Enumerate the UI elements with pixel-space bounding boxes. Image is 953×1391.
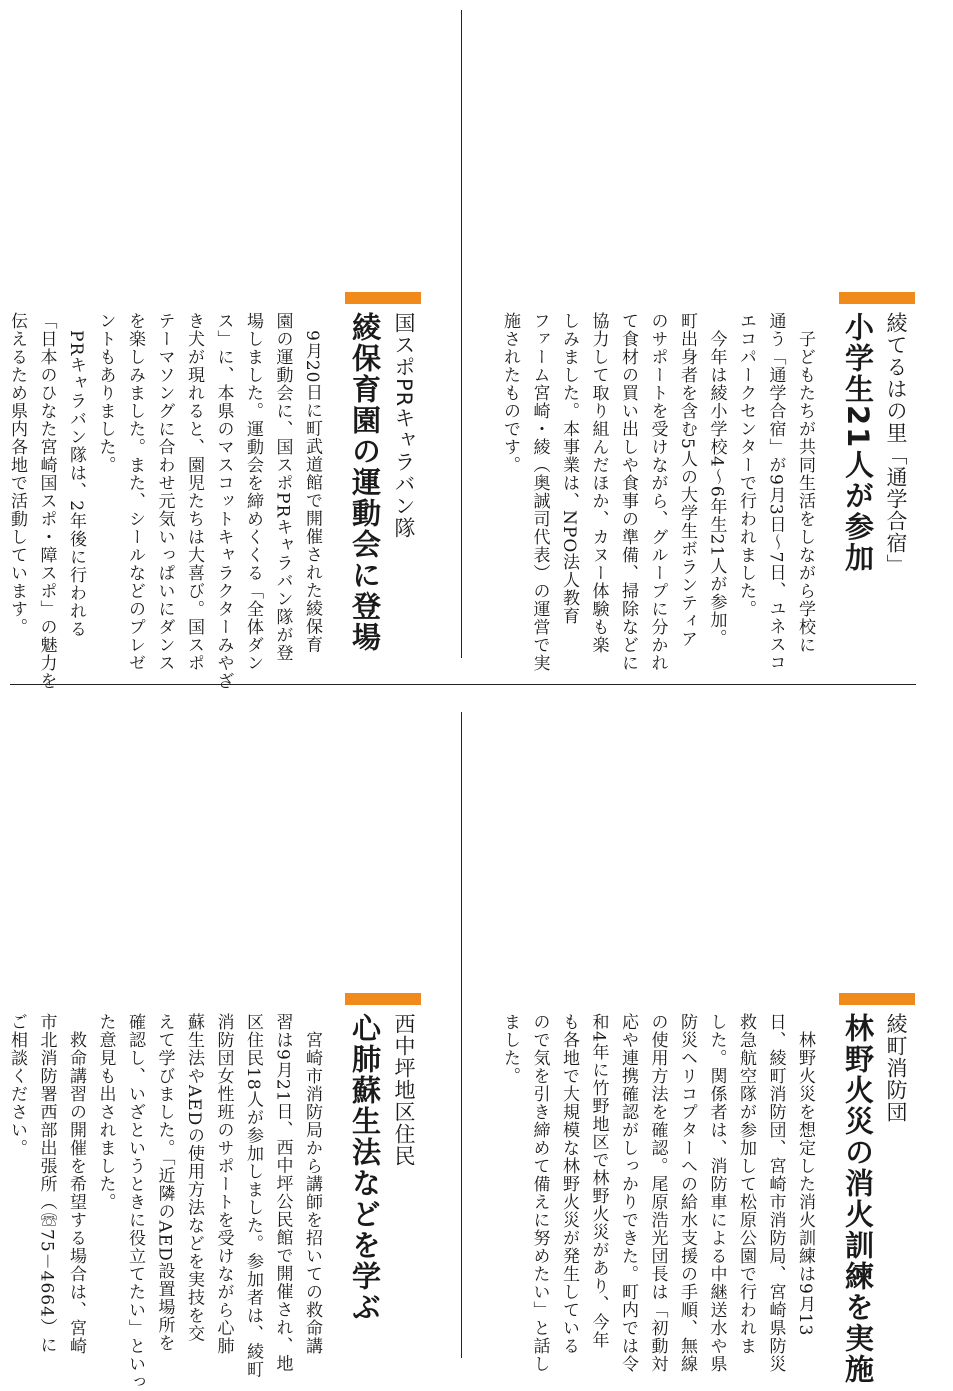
body-line: ファーム宮崎・綾（奥誠司代表）の運営で実: [529, 312, 550, 672]
body-line: 子どもたちが共同生活をしながら学校に: [795, 312, 815, 654]
body-line: 習は9月21日、西中坪公民館で開催され、地: [272, 1013, 293, 1373]
body-line: 区住民18人が参加しました。参加者は、綾町: [243, 1013, 263, 1379]
body-line: 応や連携確認がしっかりできた。町内では令: [618, 1013, 638, 1373]
body-line: ご相談ください。: [7, 1013, 27, 1157]
body-line: た意見も出されました。: [95, 1013, 116, 1211]
accent-bar: [839, 993, 915, 1005]
body-line: 蘇生法やAEDの使用方法などを実技を交: [184, 1013, 204, 1343]
article-headline: 林野火災の消火訓練を実施: [841, 1013, 875, 1385]
body-line: 場しました。運動会を締めくくる「全体ダン: [243, 312, 263, 672]
accent-bar: [345, 292, 421, 304]
body-line: テーマソングに合わせ元気いっぱいにダンス: [154, 312, 175, 672]
body-line: 「日本のひなた宮崎国スポ・障スポ」の魅力を: [36, 312, 57, 690]
article-subtitle: 国スポPRキャラバン隊: [392, 312, 416, 540]
body-line: 消防団女性班のサポートを受けながら心肺: [213, 1013, 234, 1355]
body-line: 今年は綾小学校4～6年生21人が参加。: [706, 312, 727, 648]
article-subtitle: 綾町消防団: [884, 1013, 908, 1123]
article-subtitle: 西中坪地区住民: [392, 1013, 416, 1167]
article-headline: 綾保育園の運動会に登場: [348, 312, 382, 653]
body-line: えて学びました。「近隣のAED設置場所を: [154, 1013, 175, 1352]
body-line: て食材の買い出しや食事の準備、掃除などに: [618, 312, 638, 672]
body-line: 町出身者を含む5人の大学生ボランティア: [677, 312, 697, 648]
column-divider-bottom: [461, 712, 462, 1358]
article-body: [501, 1013, 819, 1373]
body-line: PRキャラバン隊は、2年後に行われる: [66, 312, 86, 639]
body-line: ントもありました。: [95, 312, 116, 474]
body-line: も各地で大規模な林野火災が発生している: [559, 1013, 579, 1355]
body-line: 協力して取り組んだほか、カヌー体験も楽: [588, 312, 609, 654]
body-line: 9月20日に町武道館で開催された綾保育: [302, 312, 322, 654]
body-line: 和4年に竹野地区で林野火災があり、今年: [588, 1013, 609, 1349]
body-line: 林野火災を想定した消火訓練は9月13: [795, 1013, 815, 1337]
article-subtitle: 綾てるはの里「通学合宿」: [884, 312, 908, 576]
accent-bar: [345, 993, 421, 1005]
body-line: 救命講習の開催を希望する場合は、宮崎: [66, 1013, 86, 1355]
body-line: エコパークセンターで行われました。: [736, 312, 756, 618]
body-line: き犬が現れると、園児たちは大喜び。国スポ: [184, 312, 204, 672]
body-line: ス」に、本県のマスコットキャラクターみやざ: [213, 312, 234, 690]
body-line: 伝えるため県内各地で活動しています。: [7, 312, 27, 636]
body-line: 救急航空隊が参加して松原公園で行われま: [736, 1013, 756, 1355]
accent-bar: [839, 292, 915, 304]
body-line: 市北消防署西部出張所（☏75－4664）に: [36, 1013, 57, 1354]
body-line: 宮崎市消防局から講師を招いての救命講: [302, 1013, 322, 1355]
article-headline: 小学生21人が参加: [841, 312, 875, 574]
body-line: 通う「通学合宿」が9月3日～7日、ユネスコ: [765, 312, 786, 672]
body-line: した。関係者は、消防車による中継送水や県: [706, 1013, 727, 1373]
body-line: を楽しみました。また、シールなどのプレゼ: [125, 312, 145, 672]
body-line: しみました。本事業は、NPO法人教育: [559, 312, 579, 626]
body-line: のサポートを受けながら、グループに分かれ: [647, 312, 668, 672]
article-body: [501, 312, 819, 672]
body-line: ので気を引き締めて備えに努めたい」と話し: [529, 1013, 550, 1373]
column-divider-top: [461, 10, 462, 658]
body-line: 防災ヘリコプターへの給水支援の手順、無線: [677, 1013, 697, 1373]
body-line: 園の運動会に、国スポPRキャラバン隊が登: [272, 312, 293, 663]
body-line: 確認し、いざというときに役立てたい」といっ: [125, 1013, 145, 1391]
body-line: 施されたものです。: [500, 312, 520, 474]
body-line: 日、綾町消防団、宮崎市消防局、宮崎県防災: [765, 1013, 786, 1373]
body-line: ました。: [500, 1013, 520, 1085]
article-body: [8, 312, 326, 690]
article-headline: 心肺蘇生法などを学ぶ: [348, 1013, 382, 1323]
body-line: の使用方法を確認。尾原浩光団長は「初動対: [647, 1013, 668, 1373]
article-body: [8, 1013, 326, 1391]
